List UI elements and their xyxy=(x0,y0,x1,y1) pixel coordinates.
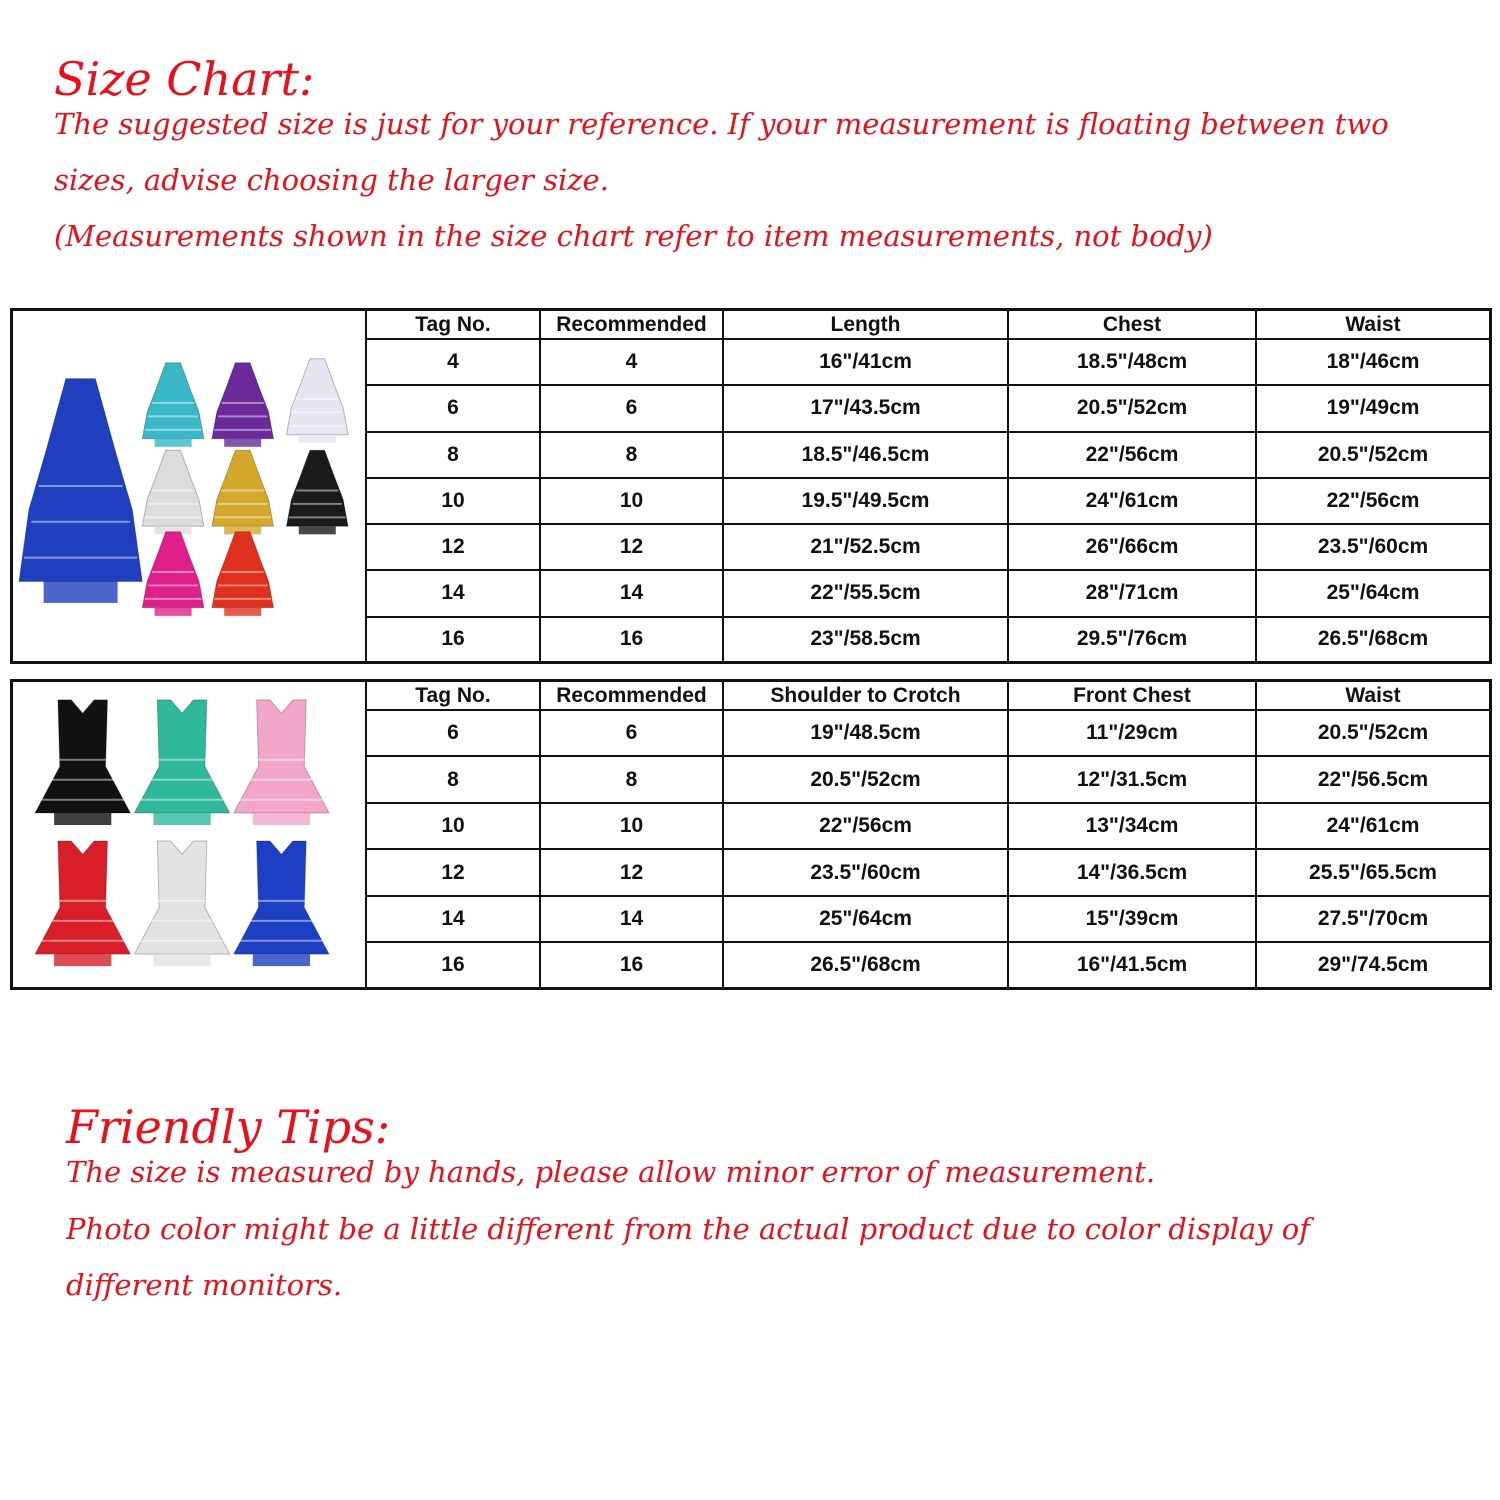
dress-thumbnail xyxy=(134,841,229,966)
table-cell: 16 xyxy=(367,942,540,987)
table-row xyxy=(367,339,1489,385)
dress-thumbnail xyxy=(286,359,348,443)
table-row xyxy=(367,478,1489,524)
dress-thumbnail xyxy=(142,450,204,534)
dress-thumbnail xyxy=(142,363,204,447)
table-cell: 27.5"/70cm xyxy=(1256,896,1489,942)
table-cell: 8 xyxy=(540,432,723,478)
table-cell: 22"/56cm xyxy=(723,803,1008,849)
table-row xyxy=(367,710,1489,756)
sleeveless-dress-photos xyxy=(13,682,367,987)
table-cell: 12 xyxy=(367,849,540,895)
size-chart-title: Size Chart: xyxy=(54,52,315,106)
table-cell: 14 xyxy=(367,896,540,942)
table-cell: 10 xyxy=(540,803,723,849)
column-header: Length xyxy=(723,311,1008,339)
size-note-line-1: The suggested size is just for your reference. If your measurement is floating between two xyxy=(54,107,1389,141)
friendly-tips-title: Friendly Tips: xyxy=(66,1100,391,1154)
table-cell: 8 xyxy=(367,432,540,478)
table-cell: 22"/56cm xyxy=(1008,432,1256,478)
table-cell: 19"/49cm xyxy=(1256,385,1489,431)
table-cell: 14 xyxy=(540,896,723,942)
column-header: Chest xyxy=(1008,311,1256,339)
table-cell: 10 xyxy=(540,478,723,524)
size-table-2 xyxy=(367,682,1489,987)
table-cell: 16 xyxy=(367,617,540,662)
table-cell: 6 xyxy=(540,710,723,756)
tips-line-3: different monitors. xyxy=(66,1268,343,1302)
table-cell: 22"/55.5cm xyxy=(723,570,1008,616)
table-cell: 14 xyxy=(540,570,723,616)
table-cell: 8 xyxy=(367,756,540,802)
table-cell: 25"/64cm xyxy=(723,896,1008,942)
table-cell: 21"/52.5cm xyxy=(723,524,1008,570)
table-cell: 16"/41.5cm xyxy=(1008,942,1256,987)
dress-thumbnail xyxy=(234,841,329,966)
table-cell: 23.5"/60cm xyxy=(1256,524,1489,570)
dress-thumbnail xyxy=(142,532,204,616)
table-row xyxy=(367,432,1489,478)
table-cell: 25"/64cm xyxy=(1256,570,1489,616)
column-header: Waist xyxy=(1256,311,1489,339)
size-table-halter xyxy=(10,308,1492,664)
table-cell: 24"/61cm xyxy=(1008,478,1256,524)
tips-line-1: The size is measured by hands, please allow minor error of measurement. xyxy=(66,1155,1156,1189)
table-cell: 23"/58.5cm xyxy=(723,617,1008,662)
column-header: Tag No. xyxy=(367,311,540,339)
tips-line-2: Photo color might be a little different from the actual product due to color display of xyxy=(66,1212,1310,1246)
table-cell: 6 xyxy=(367,710,540,756)
table-cell: 4 xyxy=(367,339,540,385)
table-cell: 23.5"/60cm xyxy=(723,849,1008,895)
sleeveless-dresses-image xyxy=(13,682,365,987)
column-header: Tag No. xyxy=(367,682,540,710)
table-cell: 20.5"/52cm xyxy=(1008,385,1256,431)
dress-thumbnail xyxy=(212,363,274,447)
dress-thumbnail xyxy=(212,532,274,616)
table-cell: 18"/46cm xyxy=(1256,339,1489,385)
table-cell: 20.5"/52cm xyxy=(723,756,1008,802)
table-cell: 25.5"/65.5cm xyxy=(1256,849,1489,895)
table-cell: 19.5"/49.5cm xyxy=(723,478,1008,524)
table-cell: 26"/66cm xyxy=(1008,524,1256,570)
table-cell: 16"/41cm xyxy=(723,339,1008,385)
dress-thumbnail xyxy=(212,450,274,534)
dress-thumbnail xyxy=(286,450,348,534)
table-cell: 15"/39cm xyxy=(1008,896,1256,942)
dress-thumbnail xyxy=(35,700,130,825)
dress-thumbnail xyxy=(234,700,329,825)
table-cell: 10 xyxy=(367,803,540,849)
table-row xyxy=(367,524,1489,570)
table-cell: 22"/56cm xyxy=(1256,478,1489,524)
table-cell: 24"/61cm xyxy=(1256,803,1489,849)
table-cell: 16 xyxy=(540,617,723,662)
table-row xyxy=(367,942,1489,987)
table-cell: 22"/56.5cm xyxy=(1256,756,1489,802)
table-row xyxy=(367,849,1489,895)
table-cell: 29.5"/76cm xyxy=(1008,617,1256,662)
column-header: Recommended xyxy=(540,682,723,710)
table-cell: 26.5"/68cm xyxy=(723,942,1008,987)
size-note-line-3: (Measurements shown in the size chart refer to item measurements, not body) xyxy=(54,219,1213,253)
table-cell: 12 xyxy=(540,849,723,895)
table-cell: 4 xyxy=(540,339,723,385)
table-cell: 16 xyxy=(540,942,723,987)
table-row xyxy=(367,803,1489,849)
table-cell: 29"/74.5cm xyxy=(1256,942,1489,987)
table-row xyxy=(367,756,1489,802)
table-cell: 12 xyxy=(367,524,540,570)
table-cell: 12"/31.5cm xyxy=(1008,756,1256,802)
table-cell: 18.5"/46.5cm xyxy=(723,432,1008,478)
table-cell: 6 xyxy=(540,385,723,431)
size-note-line-2: sizes, advise choosing the larger size. xyxy=(54,163,609,197)
column-header: Recommended xyxy=(540,311,723,339)
table-cell: 8 xyxy=(540,756,723,802)
table-cell: 20.5"/52cm xyxy=(1256,432,1489,478)
table-row xyxy=(367,896,1489,942)
dress-thumbnail xyxy=(134,700,229,825)
table-row xyxy=(367,385,1489,431)
column-header: Shoulder to Crotch xyxy=(723,682,1008,710)
size-table-1 xyxy=(367,311,1489,661)
column-header: Waist xyxy=(1256,682,1489,710)
table-cell: 13"/34cm xyxy=(1008,803,1256,849)
table-row xyxy=(367,570,1489,616)
halter-dresses-image xyxy=(13,311,365,661)
size-table-sleeveless xyxy=(10,679,1492,990)
table-cell: 11"/29cm xyxy=(1008,710,1256,756)
dress-large-blue xyxy=(19,379,142,603)
table-cell: 14 xyxy=(367,570,540,616)
table-cell: 20.5"/52cm xyxy=(1256,710,1489,756)
dress-thumbnail xyxy=(35,841,130,966)
table-row xyxy=(367,617,1489,662)
table-cell: 14"/36.5cm xyxy=(1008,849,1256,895)
column-header: Front Chest xyxy=(1008,682,1256,710)
table-cell: 17"/43.5cm xyxy=(723,385,1008,431)
halter-dress-photos xyxy=(13,311,367,661)
table-cell: 6 xyxy=(367,385,540,431)
table-cell: 10 xyxy=(367,478,540,524)
table-cell: 19"/48.5cm xyxy=(723,710,1008,756)
table-cell: 12 xyxy=(540,524,723,570)
table-cell: 28"/71cm xyxy=(1008,570,1256,616)
table-cell: 18.5"/48cm xyxy=(1008,339,1256,385)
table-cell: 26.5"/68cm xyxy=(1256,617,1489,662)
